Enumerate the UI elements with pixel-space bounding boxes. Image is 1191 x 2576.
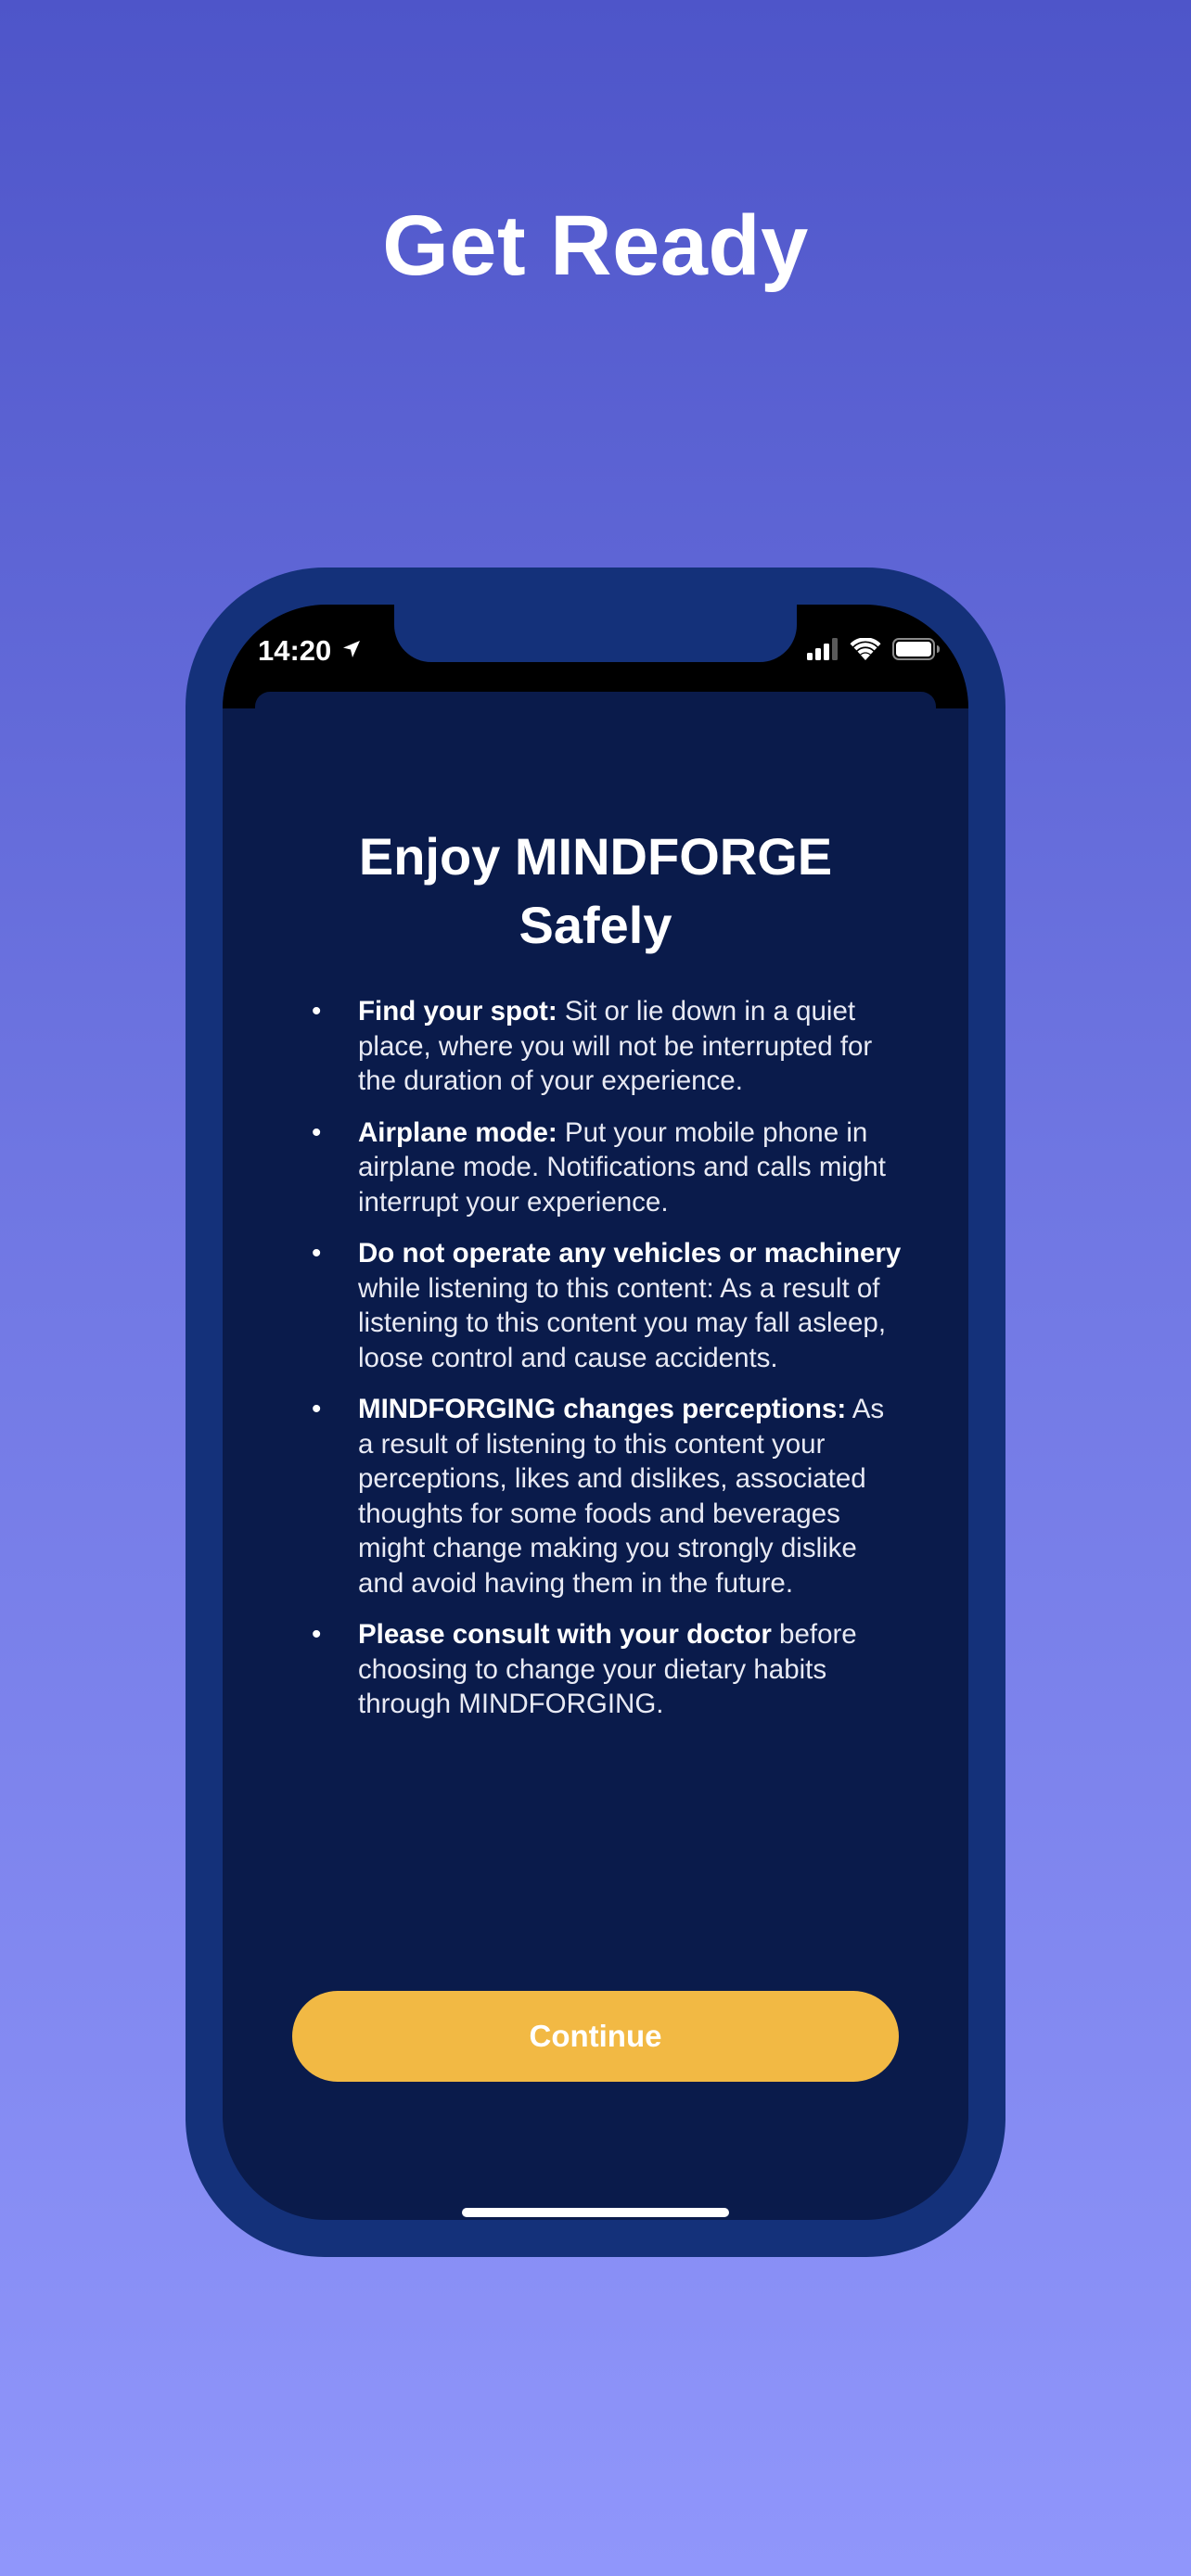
sheet-top-edge (255, 692, 936, 729)
continue-button[interactable]: Continue (292, 1991, 899, 2082)
safety-item-consult-doctor (312, 1617, 905, 1722)
sheet-corner-right (931, 708, 968, 746)
wifi-icon (850, 638, 881, 665)
status-time-label: 14:20 (258, 634, 332, 667)
safety-title (223, 823, 968, 960)
safety-title-line-1: Enjoy MINDFORGE (358, 827, 833, 886)
home-indicator[interactable] (462, 2208, 729, 2217)
status-time (258, 629, 363, 673)
safety-item-heading: MINDFORGING changes perceptions: (358, 1394, 847, 1424)
bullet-marker: • (312, 1394, 322, 1424)
phone-notch (394, 605, 797, 662)
safety-item-airplane-mode (312, 1116, 905, 1220)
safety-list (312, 994, 905, 1739)
safety-item-text: As a result of listening to this content your perceptions, likes and dislikes, associated thoughts for some foods and beverages might change making you strongly dislike and avoid having them in the future. (358, 1394, 885, 1599)
bullet-marker: • (312, 1238, 322, 1269)
safety-item-heading: Please consult with your doctor (358, 1619, 772, 1650)
safety-item-heading: Find your spot: (358, 996, 557, 1027)
safety-item-heading: Airplane mode: (358, 1116, 557, 1148)
location-arrow-icon (340, 629, 363, 673)
bullet-marker: • (312, 1619, 322, 1650)
safety-title-line-2: Safely (519, 896, 672, 954)
safety-item-perceptions (312, 1392, 905, 1600)
safety-item-heading: Do not operate any vehicles or machinery (358, 1238, 902, 1269)
status-icons (807, 638, 941, 665)
bullet-marker: • (312, 1116, 322, 1148)
page-headline: Get Ready (382, 198, 809, 293)
bullet-marker: • (312, 996, 322, 1027)
safety-item-text: Sit or lie down in a quiet place, where you will not be interrupted for the duration of your experience. (358, 996, 873, 1096)
cellular-signal-icon (807, 638, 839, 665)
battery-icon (892, 638, 941, 665)
safety-item-text: while listening to this content: As a result of listening to this content you may fall asleep, loose control and cause accidents. (358, 1272, 887, 1373)
safety-item-no-vehicles (312, 1236, 905, 1375)
safety-item-text: Put your mobile phone in airplane mode. Notifications and calls might interrupt your experience. (358, 1116, 886, 1218)
phone-screen (223, 605, 968, 2220)
safety-item-text: before choosing to change your dietary habits through MINDFORGING. (358, 1619, 857, 1719)
safety-item-find-spot (312, 994, 905, 1099)
sheet-corner-left (223, 708, 260, 746)
